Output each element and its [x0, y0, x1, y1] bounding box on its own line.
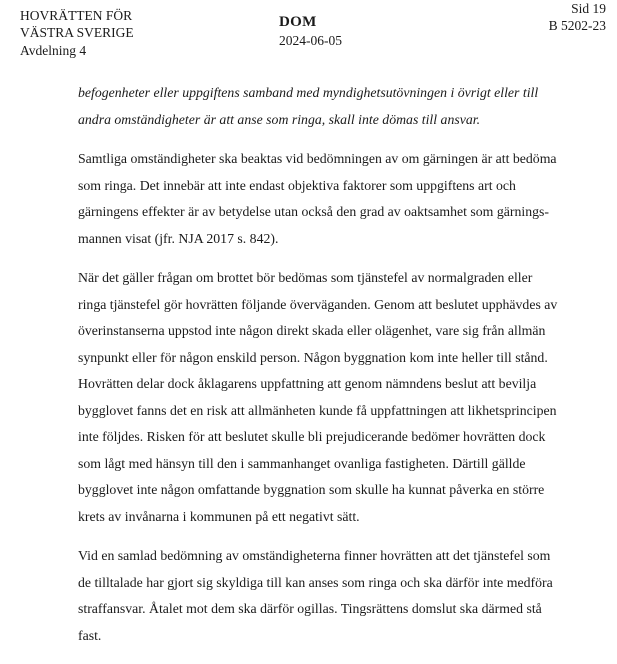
- judgment-body: [78, 80, 607, 662]
- header-doc-block: [279, 14, 342, 49]
- text-line: straffansvar. Åtalet mot dem ska därför ogillas. Tingsrättens domslut ska därmed stå: [78, 601, 542, 616]
- header-court-block: [20, 7, 134, 59]
- court-name-line-2: VÄSTRA SVERIGE: [20, 25, 134, 41]
- text-line: som lågt med hänsyn till den i sammanhanget ovanliga fastigheten. Därtill gällde: [78, 455, 526, 471]
- text-line: synpunkt eller för någon enskild person. Någon byggnation kom inte heller till stånd.: [78, 349, 548, 365]
- text-line: Samtliga omständigheter ska beaktas vid bedömningen av om gärningen är att bedöma: [78, 151, 557, 166]
- court-department: Avdelning 4: [20, 42, 87, 58]
- text-line: krets av invånarna i kommunen på ett negativt sätt.: [78, 508, 360, 524]
- text-line: inte följdes. Risken för att beslutet skulle bli prejudicerande bedömer hovrätten dock: [78, 429, 546, 444]
- assessment-paragraph: [78, 146, 607, 252]
- text-line: ringa tjänstefel gör hovrätten följande överväganden. Genom att beslutet upphävdes av: [78, 296, 558, 312]
- text-line: bygglovet inte någon omfattande byggnation som skulle ha kunnat påverka en större: [78, 482, 545, 497]
- page-number: Sid 19: [571, 1, 606, 16]
- text-line: befogenheter eller uppgiftens samband med myndighetsutövningen i övrigt eller till: [78, 85, 539, 100]
- case-number: B 5202-23: [548, 17, 606, 33]
- text-line: andra omständigheter är att anse som ringa, skall inte dömas till ansvar.: [78, 111, 481, 127]
- text-line: som ringa. Det innebär att inte endast objektiva faktorer som uppgiftens art och: [78, 177, 516, 193]
- text-line: När det gäller frågan om brottet bör bedömas som tjänstefel av normalgraden eller: [78, 270, 533, 285]
- considerations-paragraph: [78, 265, 607, 530]
- text-line: fast.: [78, 627, 102, 643]
- header-case-block: [549, 1, 606, 34]
- court-name-line-1: HOVRÄTTEN FÖR: [20, 8, 133, 23]
- doc-date: 2024-06-05: [279, 33, 342, 48]
- text-line: bygglovet fanns det en risk att allmänheten kunde få uppfattningen att likhetsprincipen: [78, 402, 557, 418]
- text-line: mannen visat (jfr. NJA 2017 s. 842).: [78, 230, 279, 246]
- quoted-statute-paragraph: [78, 80, 607, 133]
- text-line: gärningens effekter är av betydelse utan också den grad av oaktsamhet som gärnings-: [78, 204, 549, 219]
- text-line: Vid en samlad bedömning av omständigheterna finner hovrätten att det tjänstefel som: [78, 548, 551, 563]
- text-line: överinstanserna uppstod inte någon direkt skada eller olägenhet, vare sig från allmän: [78, 323, 546, 338]
- text-line: Hovrätten delar dock åklagarens uppfattning att genom nämndens beslut att bevilja: [78, 376, 537, 391]
- doc-type-label: DOM: [279, 14, 317, 30]
- text-line: de tilltalade har gjort sig skyldiga till kan anses som ringa och ska därför inte medföra: [78, 574, 553, 590]
- conclusion-paragraph: [78, 543, 607, 649]
